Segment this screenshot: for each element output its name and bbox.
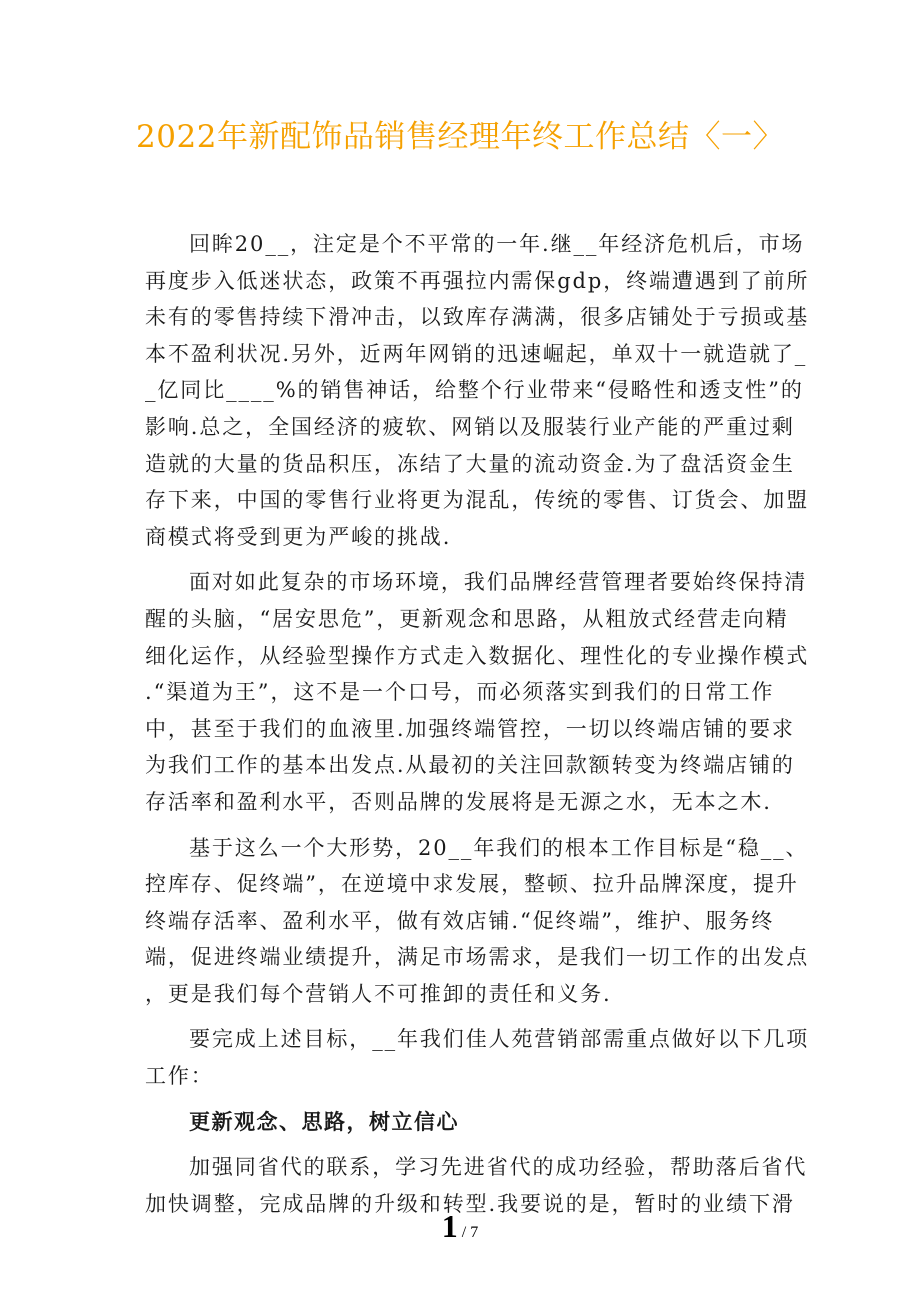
- text-line: .“渠道为王”，这不是一个口号，而必须落实到我们的日常工作: [145, 680, 775, 705]
- text-line: 影响.总之，全国经济的疲软、网销以及服装行业产能的严重过剩: [145, 414, 795, 439]
- document-title: 2022年新配饰品销售经理年终工作总结〈一〉: [136, 119, 784, 155]
- paragraph-spacer: [145, 1012, 773, 1021]
- text-line: 造就的大量的货品积压，冻结了大量的流动资金.为了盘活资金生: [145, 451, 795, 476]
- page-number-total: / 7: [461, 1224, 479, 1241]
- paragraph-spacer: [145, 821, 773, 830]
- paragraph-3: [145, 830, 810, 1013]
- page-footer: [0, 1208, 920, 1245]
- text-line: 端，促进终端业绩提升，满足市场需求，是我们一切工作的出发点: [145, 945, 810, 970]
- text-line: 加强同省代的联系，学习先进省代的成功经验，帮助落后省代: [189, 1155, 808, 1180]
- section-heading: 更新观念、思路，树立信心: [189, 1108, 459, 1134]
- paragraph-spacer: [145, 555, 773, 564]
- text-line: 醒的头脑，“居安思危”，更新观念和思路，从粗放式经营走向精: [145, 606, 789, 631]
- page-number-current: 1: [441, 1208, 458, 1244]
- text-line: 终端存活率、盈利水平，做有效店铺.“促终端”，维护、服务终: [145, 908, 775, 933]
- text-line: 存活率和盈利水平，否则品牌的发展将是无源之水，无本之木.: [145, 789, 772, 814]
- text-line: 要完成上述目标，__年我们佳人苑营销部需重点做好以下几项: [189, 1027, 810, 1052]
- document-body: [145, 226, 810, 1222]
- text-line: 基于这么一个大形势，20__年我们的根本工作目标是“稳__、: [189, 835, 809, 860]
- text-line: 未有的零售持续下滑冲击，以致库存满满，很多店铺处于亏损或基: [145, 305, 810, 330]
- text-line: 加快调整，完成品牌的升级和转型.我要说的是，暂时的业绩下滑: [145, 1191, 795, 1216]
- text-line: 商模式将受到更为严峻的挑战.: [145, 524, 452, 549]
- text-line: 细化运作，从经验型操作方式走入数据化、理性化的专业操作模式: [145, 643, 810, 668]
- text-line: 再度步入低迷状态，政策不再强拉内需保gdp，终端遭遇到了前所: [145, 268, 810, 293]
- text-line: 面对如此复杂的市场环境，我们品牌经营管理者要始终保持清: [189, 570, 808, 595]
- text-line: 本不盈利状况.另外，近两年网销的迅速崛起，单双十一就造就了_: [145, 341, 808, 366]
- text-line: 中，甚至于我们的血液里.加强终端管控，一切以终端店铺的要求: [145, 716, 795, 741]
- text-line: 存下来，中国的零售行业将更为混乱，传统的零售、订货会、加盟: [145, 488, 810, 513]
- text-line: 为我们工作的基本出发点.从最初的关注回款额转变为终端店铺的: [145, 753, 795, 778]
- text-line: _亿同比____%的销售神话，给整个行业带来“侵略性和透支性”的: [145, 378, 804, 403]
- paragraph-2: [145, 564, 810, 820]
- text-line: 工作：: [145, 1064, 214, 1089]
- text-line: ，更是我们每个营销人不可推卸的责任和义务.: [145, 981, 612, 1006]
- paragraph-1: [145, 226, 810, 555]
- text-line: 控库存、促终端”，在逆境中求发展，整顿、拉升品牌深度，提升: [145, 872, 799, 897]
- text-line: 回眸20__，注定是个不平常的一年.继__年经济危机后，市场: [189, 232, 805, 256]
- paragraph-spacer: [145, 1095, 773, 1104]
- paragraph-spacer: [145, 1140, 773, 1149]
- paragraph-4: [145, 1021, 810, 1094]
